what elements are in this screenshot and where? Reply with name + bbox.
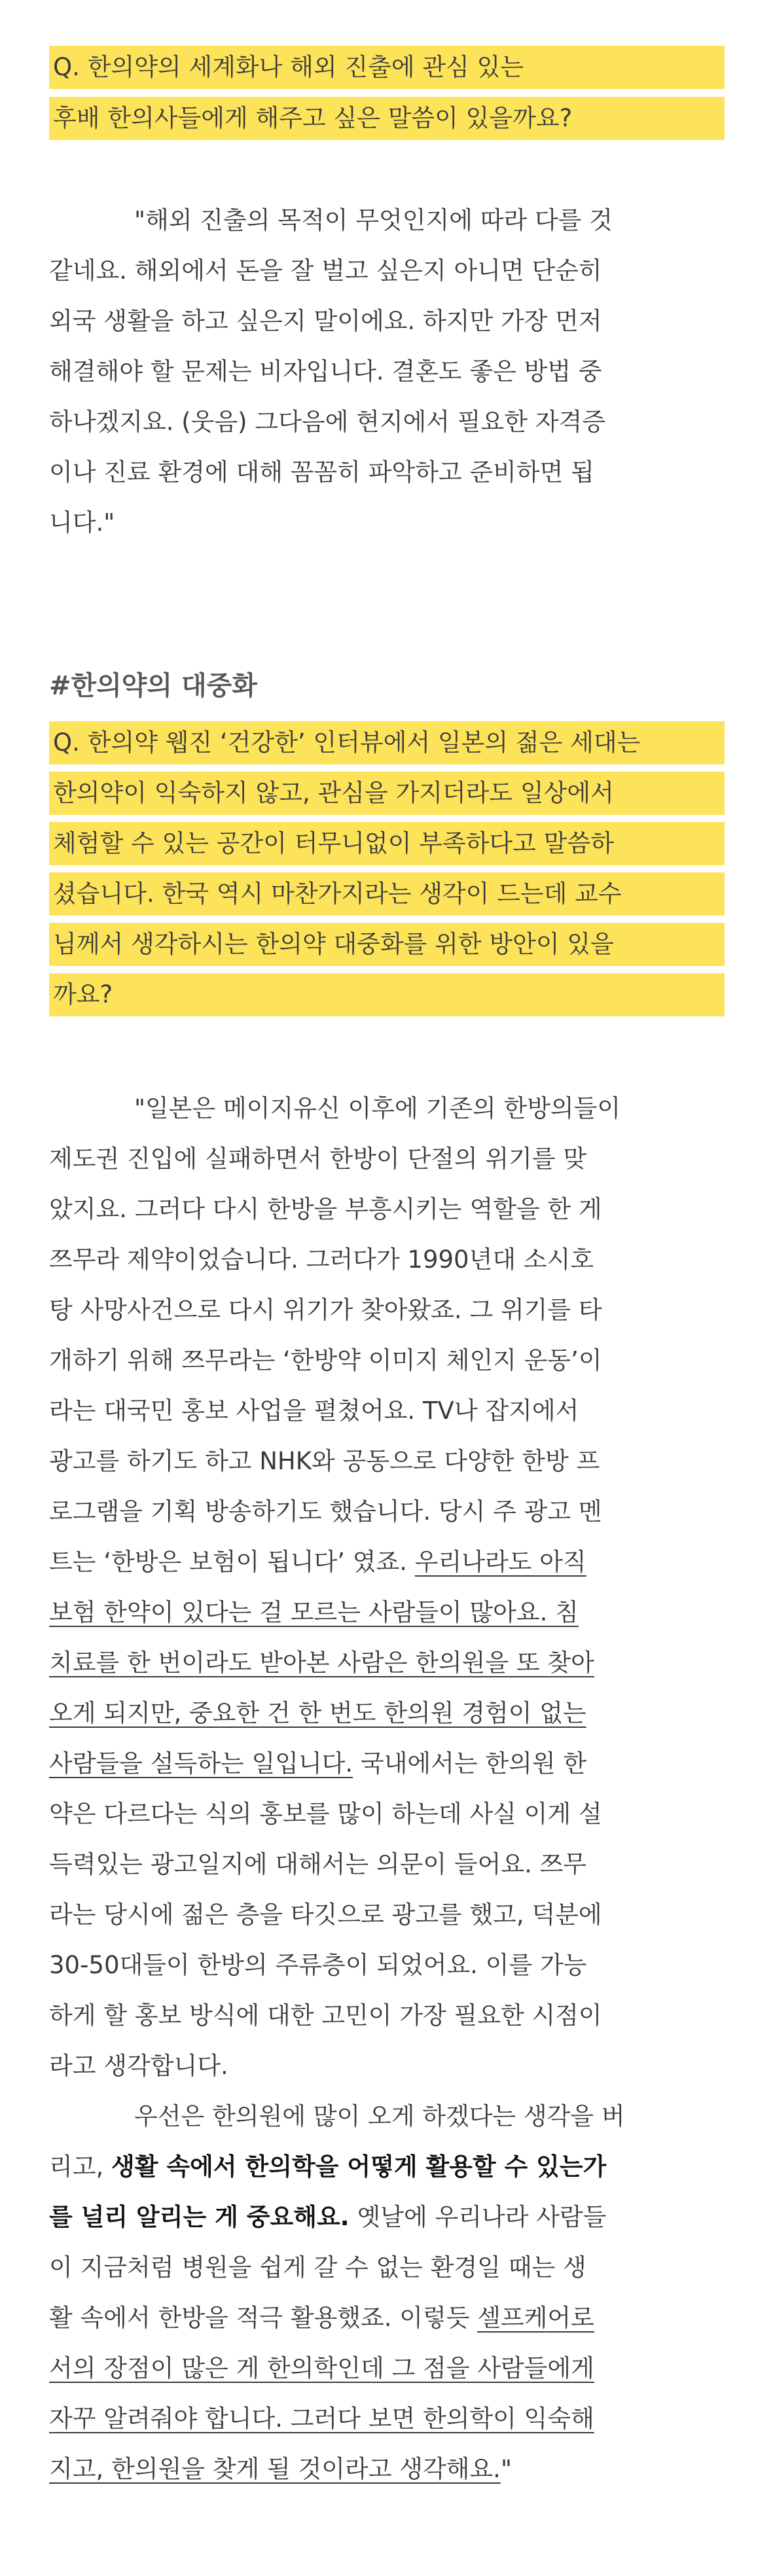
answer-2-line <box>49 1738 725 1789</box>
answer-2-line <box>49 2192 725 2242</box>
answer-1-line: 해결해야 할 문제는 비자입니다. 결혼도 좋은 방법 중 <box>49 357 602 385</box>
answer-1-line: 같네요. 해외에서 돈을 잘 벌고 싶은지 아니면 단순히 <box>49 257 602 285</box>
section-heading: #한의약의 대중화 <box>49 671 257 701</box>
question-1 <box>49 46 725 148</box>
answer-1-line: 외국 생활을 하고 싶은지 말이에요. 하지만 가장 먼저 <box>49 307 602 335</box>
answer-2-line: 았지요. 그러다 다시 한방을 부흥시키는 역할을 한 게 <box>49 1195 602 1223</box>
answer-2-line: 라고 생각합니다. <box>49 2052 228 2080</box>
answer-2-text: 국내에서는 한의원 한 <box>353 1749 587 1778</box>
answer-2-line: 제도권 진입에 실패하면서 한방이 단절의 위기를 맞 <box>49 1145 587 1173</box>
answer-2-line: 쯔무라 제약이었습니다. 그러다가 1990년대 소시호 <box>49 1245 594 1274</box>
answer-1-line: 니다." <box>49 509 115 537</box>
underlined-line: 오게 되지만, 중요한 건 한 번도 한의원 경험이 없는 <box>49 1699 586 1727</box>
answer-1-line: 이나 진료 환경에 대해 꼼꼼히 파악하고 준비하면 됩 <box>49 458 594 486</box>
answer-2-line: 우선은 한의원에 많이 오게 하겠다는 생각을 버 <box>134 2102 625 2130</box>
answer-2-line <box>49 2141 725 2192</box>
answer-2-line: 광고를 하기도 하고 NHK와 공동으로 다양한 한방 프 <box>49 1447 600 1475</box>
underlined-text: 사람들을 설득하는 일입니다. <box>49 1749 353 1778</box>
answer-1-line: 하나겠지요. (웃음) 그다음에 현지에서 필요한 자격증 <box>49 408 606 436</box>
answer-2-line: 하게 할 홍보 방식에 대한 고민이 가장 필요한 시점이 <box>49 2001 602 2030</box>
answer-2-line <box>49 2444 725 2494</box>
question-1-line: 후배 한의사들에게 해주고 싶은 말씀이 있을까요? <box>49 97 725 140</box>
question-1-line: Q. 한의약의 세계화나 해외 진출에 관심 있는 <box>49 46 725 89</box>
bold-text: 생활 속에서 한의학을 어떻게 활용할 수 있는가 <box>111 2153 607 2181</box>
question-2-line: 체험할 수 있는 공간이 터무니없이 부족하다고 말씀하 <box>49 822 725 865</box>
answer-2-line: "일본은 메이지유신 이후에 기존의 한방의들이 <box>134 1094 621 1122</box>
answer-2-line: 라는 당시에 젊은 층을 타깃으로 광고를 했고, 덕분에 <box>49 1901 602 1929</box>
answer-2 <box>49 1083 725 2494</box>
answer-2-line <box>49 2293 725 2343</box>
question-2-line: Q. 한의약 웹진 ‘건강한’ 인터뷰에서 일본의 젊은 세대는 <box>49 721 725 764</box>
underlined-line: 보험 한약이 있다는 걸 모르는 사람들이 많아요. 침 <box>49 1598 579 1626</box>
answer-2-line: 탕 사망사건으로 다시 위기가 찾아왔죠. 그 위기를 타 <box>49 1296 602 1324</box>
answer-2-text: " <box>500 2455 512 2483</box>
answer-2-line: 득력있는 광고일지에 대해서는 의문이 들어요. 쯔무 <box>49 1850 587 1878</box>
underlined-line: 자꾸 알려줘야 합니다. 그러다 보면 한의학이 익숙해 <box>49 2405 594 2433</box>
answer-2-text: 옛날에 우리나라 사람들 <box>349 2203 607 2231</box>
answer-1-line: "해외 진출의 목적이 무엇인지에 따라 다를 것 <box>134 206 613 234</box>
answer-1 <box>49 195 725 548</box>
answer-2-line: 약은 다르다는 식의 홍보를 많이 하는데 사실 이게 설 <box>49 1800 602 1828</box>
answer-2-line <box>49 1537 725 1587</box>
underlined-line: 치료를 한 번이라도 받아본 사람은 한의원을 또 찾아 <box>49 1649 594 1677</box>
underlined-text: 지고, 한의원을 찾게 될 것이라고 생각해요. <box>49 2455 501 2483</box>
question-2-line: 셨습니다. 한국 역시 마찬가지라는 생각이 드는데 교수 <box>49 872 725 916</box>
question-2-line: 님께서 생각하시는 한의약 대중화를 위한 방안이 있을 <box>49 923 725 966</box>
answer-2-text: 트는 ‘한방은 보험이 됩니다’ 였죠. <box>49 1548 415 1576</box>
question-2-line: 한의약이 익숙하지 않고, 관심을 가지더라도 일상에서 <box>49 772 725 815</box>
answer-2-line: 이 지금처럼 병원을 쉽게 갈 수 없는 환경일 때는 생 <box>49 2253 586 2281</box>
bold-text: 를 널리 알리는 게 중요해요. <box>49 2203 350 2231</box>
answer-2-line: 개하기 위해 쯔무라는 ‘한방약 이미지 체인지 운동’이 <box>49 1346 602 1374</box>
underlined-text: 우리나라도 아직 <box>414 1548 586 1576</box>
underlined-text: 셀프케어로 <box>477 2304 594 2332</box>
answer-2-text: 리고, <box>49 2153 112 2181</box>
underlined-line: 서의 장점이 많은 게 한의학인데 그 점을 사람들에게 <box>49 2354 594 2382</box>
question-2-line: 까요? <box>49 973 725 1016</box>
answer-2-line: 30-50대들이 한방의 주류층이 되었어요. 이를 가능 <box>49 1951 587 1979</box>
answer-2-text: 활 속에서 한방을 적극 활용했죠. 이렇듯 <box>49 2304 478 2332</box>
answer-2-line: 로그램을 기획 방송하기도 했습니다. 당시 주 광고 멘 <box>49 1497 602 1526</box>
answer-2-line: 라는 대국민 홍보 사업을 펼쳤어요. TV나 잡지에서 <box>49 1397 579 1425</box>
question-2 <box>49 721 725 1024</box>
